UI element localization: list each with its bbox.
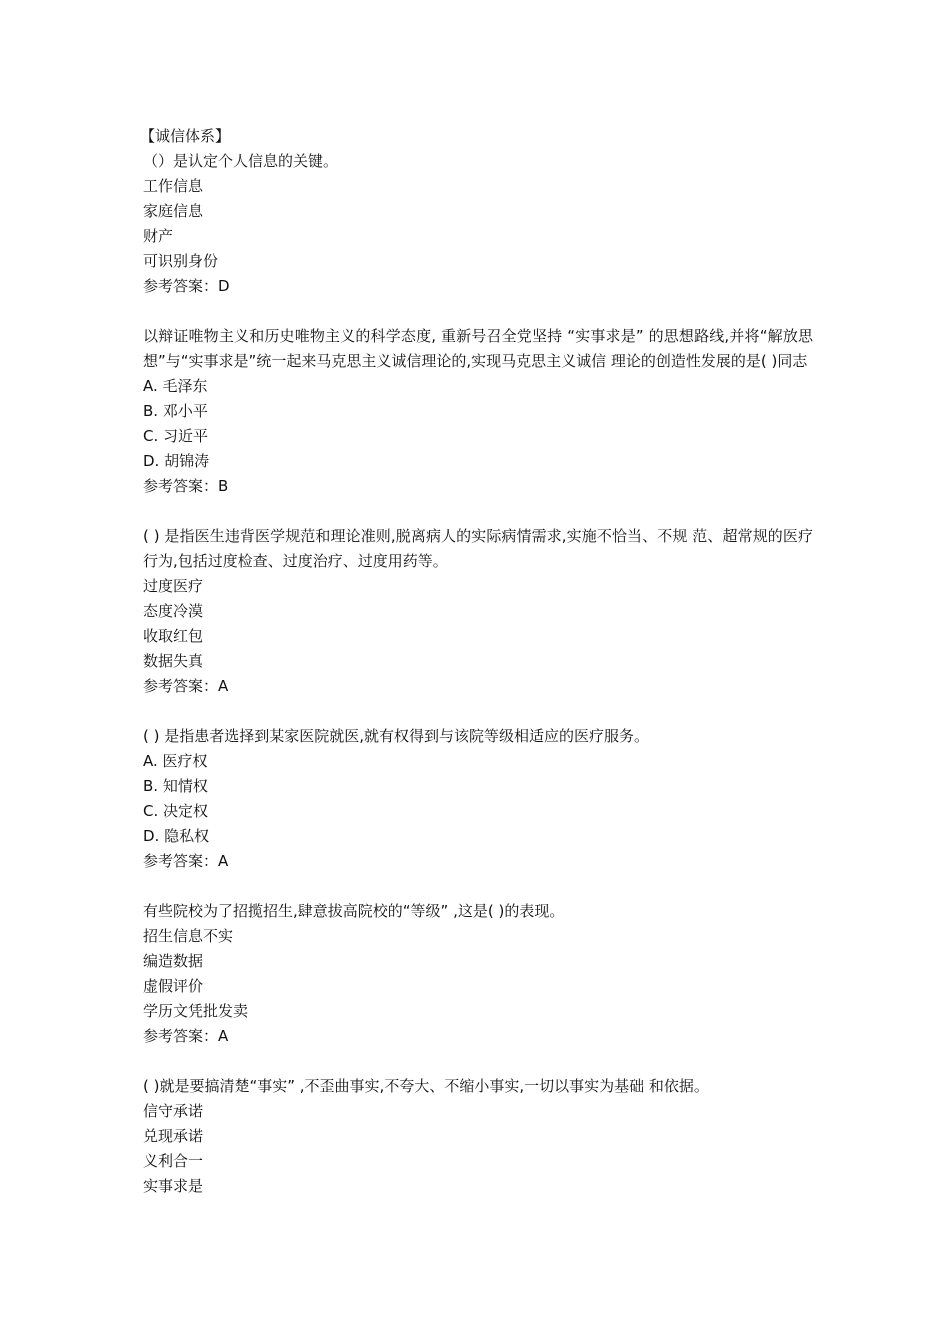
question-block-1 [143,149,813,299]
question-block-6 [143,1074,813,1199]
reference-answer: 参考答案：D [143,277,230,295]
question-option: 收取红包 [143,627,204,645]
question-option: 义利合一 [143,1152,204,1170]
question-stem: 有些院校为了招揽招生,肆意拔高院校的“等级” ,这是( )的表现。 [143,902,565,920]
question-option: D. 隐私权 [143,827,210,845]
question-option: 数据失真 [143,652,204,670]
question-stem: 以辩证唯物主义和历史唯物主义的科学态度, 重新号召全党坚持 “实事求是” 的思想路线,并将“解放思想”与“实事求是”统一起来马克思主义诚信理论的,实现马克思主义诚信 理论的创造性发展的是( )同志 [143,327,813,370]
question-option: A. 毛泽东 [143,377,208,395]
question-block-3 [143,524,813,699]
question-option: 过度医疗 [143,577,204,595]
question-stem: ( ) 是指患者选择到某家医院就医,就有权得到与该院等级相适应的医疗服务。 [143,727,650,745]
question-option: 态度冷漠 [143,602,204,620]
question-option: C. 习近平 [143,427,209,445]
question-option: 虚假评价 [143,977,204,995]
document-body [140,124,813,1199]
question-stem: （）是认定个人信息的关键。 [143,152,339,170]
question-option: 可识别身份 [143,252,219,270]
question-stem: ( ) 是指医生违背医学规范和理论准则,脱离病人的实际病情需求,实施不恰当、不规 范、超常规的医疗行为,包括过度检查、过度治疗、过度用药等。 [143,527,813,570]
question-block-2 [143,324,813,499]
question-option: 财产 [143,227,174,245]
question-stem: ( )就是要搞清楚“事实” ,不歪曲事实,不夸大、不缩小事实,一切以事实为基础 和依据。 [143,1077,709,1095]
section-title: 【诚信体系】 [140,127,231,145]
reference-answer: 参考答案：A [143,1027,229,1045]
question-option: B. 知情权 [143,777,208,795]
reference-answer: 参考答案：A [143,677,229,695]
reference-answer: 参考答案：B [143,477,229,495]
reference-answer: 参考答案：A [143,852,229,870]
question-option: 编造数据 [143,952,204,970]
question-option: B. 邓小平 [143,402,208,420]
question-block-5 [143,899,813,1049]
question-option: 招生信息不实 [143,927,234,945]
question-option: 兑现承诺 [143,1127,204,1145]
question-block-4 [143,724,813,874]
question-option: 工作信息 [143,177,204,195]
question-option: 家庭信息 [143,202,204,220]
question-option: D. 胡锦涛 [143,452,210,470]
question-option: A. 医疗权 [143,752,208,770]
question-option: 信守承诺 [143,1102,204,1120]
question-option: C. 决定权 [143,802,209,820]
question-option: 学历文凭批发卖 [143,1002,249,1020]
question-option: 实事求是 [143,1177,204,1195]
